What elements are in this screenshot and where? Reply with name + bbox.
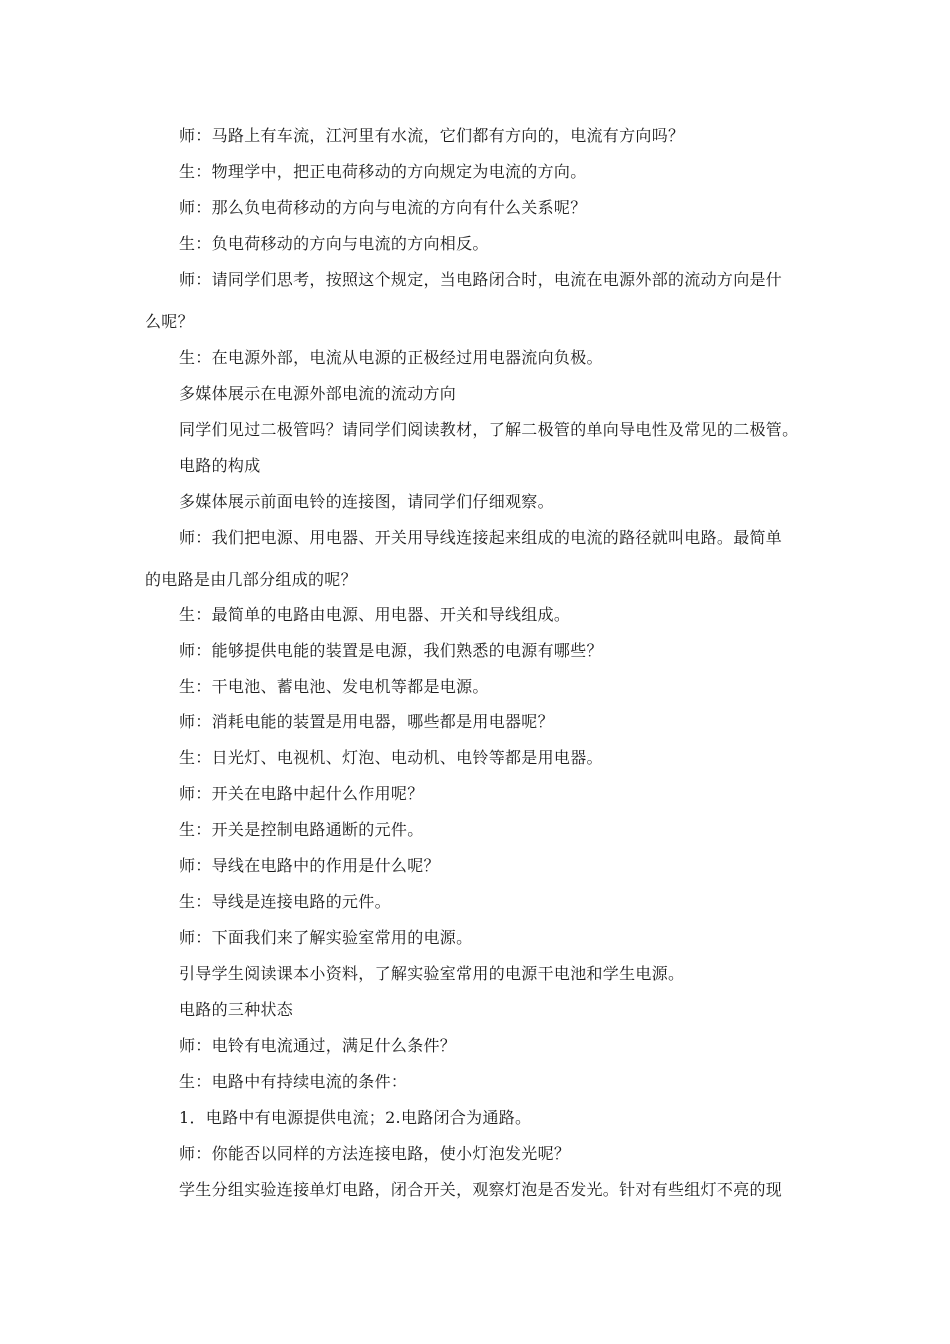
paragraph-line: 师：电铃有电流通过，满足什么条件？ [179, 1036, 457, 1055]
paragraph-line: 生：开关是控制电路通断的元件。 [179, 820, 424, 839]
paragraph-line: 学生分组实验连接单灯电路，闭合开关，观察灯泡是否发光。针对有些组灯不亮的现 [179, 1180, 783, 1199]
paragraph-line: 多媒体展示在电源外部电流的流动方向 [179, 384, 457, 403]
paragraph-line: 生：在电源外部，电流从电源的正极经过用电器流向负极。 [179, 348, 603, 367]
paragraph-line: 同学们见过二极管吗？请同学们阅读教材，了解二极管的单向导电性及常见的二极管。 [179, 420, 799, 439]
paragraph-line: 的电路是由几部分组成的呢？ [145, 570, 357, 589]
paragraph-line: 师：你能否以同样的方法连接电路，使小灯泡发光呢？ [179, 1144, 571, 1163]
paragraph-line: 师：消耗电能的装置是用电器，哪些都是用电器呢？ [179, 712, 554, 731]
paragraph-line: 生：干电池、蓄电池、发电机等都是电源。 [179, 677, 489, 696]
paragraph-line: 师：马路上有车流，江河里有水流，它们都有方向的，电流有方向吗？ [179, 126, 685, 145]
paragraph-line: 么呢？ [145, 312, 194, 331]
paragraph-line: 生：物理学中，把正电荷移动的方向规定为电流的方向。 [179, 162, 587, 181]
paragraph-line: 师：请同学们思考，按照这个规定，当电路闭合时，电流在电源外部的流动方向是什 [179, 270, 783, 289]
paragraph-line: 生：最简单的电路由电源、用电器、开关和导线组成。 [179, 605, 571, 624]
paragraph-line: 生：电路中有持续电流的条件： [179, 1072, 408, 1091]
paragraph-line: 引导学生阅读课本小资料，了解实验室常用的电源干电池和学生电源。 [179, 964, 685, 983]
paragraph-line: 师：那么负电荷移动的方向与电流的方向有什么关系呢？ [179, 198, 587, 217]
paragraph-line: 1．电路中有电源提供电流；2.电路闭合为通路。 [179, 1108, 532, 1127]
paragraph-line: 师：导线在电路中的作用是什么呢？ [179, 856, 440, 875]
paragraph-line: 生：导线是连接电路的元件。 [179, 892, 391, 911]
paragraph-line: 多媒体展示前面电铃的连接图，请同学们仔细观察。 [179, 492, 554, 511]
paragraph-line: 师：下面我们来了解实验室常用的电源。 [179, 928, 473, 947]
paragraph-line: 生：日光灯、电视机、灯泡、电动机、电铃等都是用电器。 [179, 748, 603, 767]
paragraph-line: 生：负电荷移动的方向与电流的方向相反。 [179, 234, 489, 253]
section-heading: 电路的三种状态 [179, 1000, 294, 1019]
section-heading: 电路的构成 [179, 456, 261, 475]
paragraph-line: 师：我们把电源、用电器、开关用导线连接起来组成的电流的路径就叫电路。最简单 [179, 528, 783, 547]
paragraph-line: 师：能够提供电能的装置是电源，我们熟悉的电源有哪些？ [179, 641, 603, 660]
paragraph-line: 师：开关在电路中起什么作用呢？ [179, 784, 424, 803]
